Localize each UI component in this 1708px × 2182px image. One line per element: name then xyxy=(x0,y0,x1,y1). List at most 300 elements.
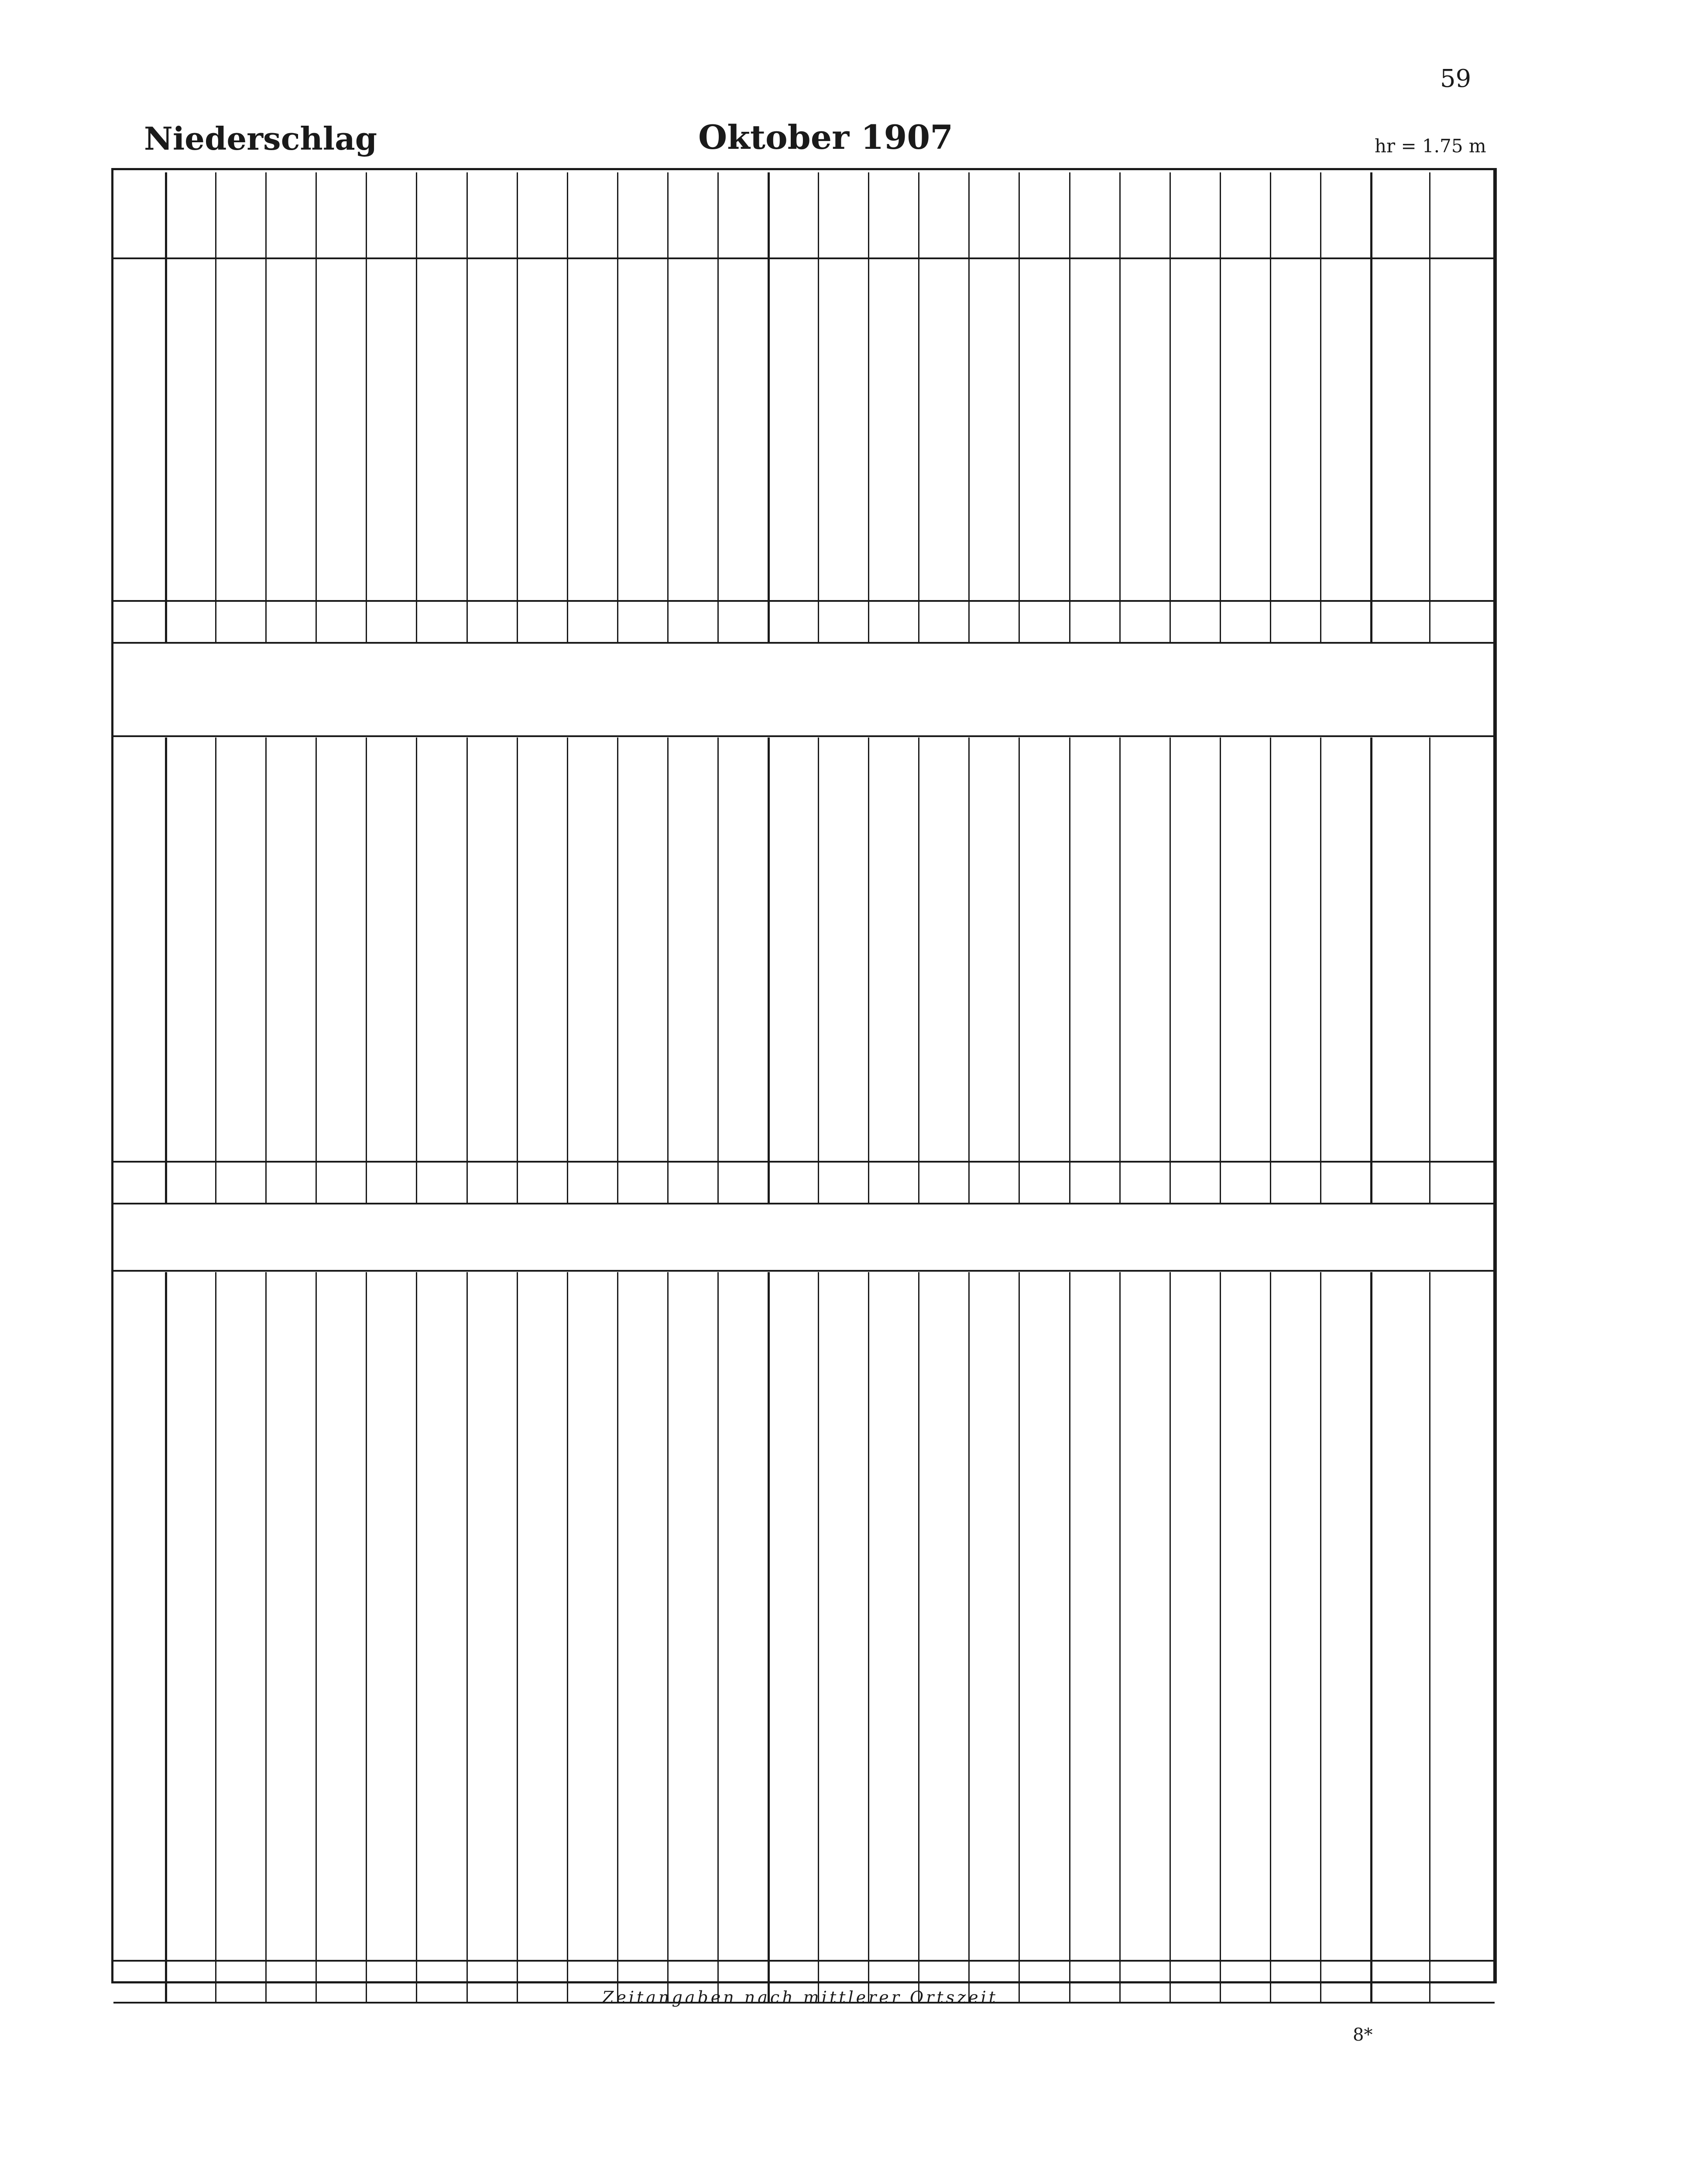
value-cell xyxy=(365,890,417,911)
hour-column-rule xyxy=(466,738,468,1203)
daily-sum-cell xyxy=(1370,352,1429,373)
value-cell xyxy=(1118,988,1170,1009)
value-cell xyxy=(967,1833,1020,1854)
value-cell xyxy=(1168,746,1221,767)
value-cell xyxy=(867,988,919,1009)
date-cell xyxy=(113,527,165,548)
value-cell xyxy=(264,1492,317,1513)
value-cell xyxy=(164,890,216,911)
value-cell xyxy=(264,405,317,426)
value-cell xyxy=(616,935,668,956)
value-cell xyxy=(867,1689,919,1710)
value-cell xyxy=(1218,1492,1271,1513)
value-cell xyxy=(214,1568,267,1589)
value-cell xyxy=(917,1887,970,1908)
value-cell xyxy=(817,1909,869,1930)
value-cell xyxy=(1168,814,1221,835)
value-cell xyxy=(1018,1887,1070,1908)
value-cell xyxy=(264,504,317,525)
value-cell xyxy=(666,549,718,570)
value-cell xyxy=(164,1765,216,1786)
value-cell xyxy=(1118,1833,1170,1854)
value-cell xyxy=(1118,1712,1170,1733)
sum-value-cell xyxy=(214,1971,267,1992)
value-cell xyxy=(767,1689,819,1710)
duration-cell xyxy=(1429,285,1495,305)
sum-value-cell xyxy=(164,1971,216,1992)
sum-column-rule xyxy=(1370,1272,1372,2002)
daily-sum-cell xyxy=(1370,504,1429,525)
value-cell xyxy=(264,1402,317,1423)
value-cell xyxy=(415,572,467,593)
value-cell xyxy=(566,1469,618,1490)
daily-sum-cell xyxy=(1370,1492,1429,1513)
value-cell xyxy=(666,957,718,978)
value-cell xyxy=(264,1833,317,1854)
value-cell xyxy=(465,1909,518,1930)
sum-value-cell xyxy=(515,1172,568,1193)
date-cell xyxy=(113,1887,165,1908)
value-cell xyxy=(666,791,718,812)
value-cell xyxy=(365,1447,417,1468)
value-cell xyxy=(917,428,970,449)
value-cell xyxy=(415,307,467,328)
value-cell xyxy=(967,890,1020,911)
value-cell xyxy=(515,450,568,471)
value-cell xyxy=(1269,1326,1321,1347)
value-cell xyxy=(666,1613,718,1634)
value-cell xyxy=(967,405,1020,426)
value-cell xyxy=(817,1424,869,1445)
value-cell xyxy=(1218,1712,1271,1733)
value-cell xyxy=(1218,957,1271,978)
value-cell xyxy=(415,1056,467,1077)
value-cell xyxy=(365,1304,417,1324)
value-cell xyxy=(465,473,518,494)
value-cell xyxy=(1168,935,1221,956)
value-cell xyxy=(666,1281,718,1302)
value-cell xyxy=(867,1281,919,1302)
value-cell xyxy=(214,1765,267,1786)
value-cell xyxy=(1218,504,1271,525)
value-cell xyxy=(515,352,568,373)
value-cell xyxy=(666,1546,718,1567)
value-cell xyxy=(767,769,819,790)
value-cell xyxy=(1269,307,1321,328)
value-cell xyxy=(315,383,367,404)
header-tagessummen xyxy=(1392,166,1410,262)
value-cell xyxy=(967,1855,1020,1876)
value-cell xyxy=(566,307,618,328)
value-cell xyxy=(264,1568,317,1589)
value-cell xyxy=(917,1326,970,1347)
value-cell xyxy=(1068,1492,1120,1513)
value-cell xyxy=(1018,769,1070,790)
value-cell xyxy=(365,1788,417,1809)
value-cell xyxy=(1068,1132,1120,1153)
value-cell xyxy=(566,836,618,857)
value-cell xyxy=(867,1810,919,1831)
value-cell xyxy=(967,383,1020,404)
daily-sum-cell xyxy=(1370,1765,1429,1786)
value-cell xyxy=(967,527,1020,548)
value-cell xyxy=(967,504,1020,525)
value-cell xyxy=(264,1326,317,1347)
value-cell xyxy=(1168,1348,1221,1369)
daily-sum-cell xyxy=(1370,868,1429,889)
value-cell xyxy=(1118,572,1170,593)
value-cell xyxy=(817,1644,869,1665)
value-cell xyxy=(716,428,768,449)
value-cell xyxy=(666,1056,718,1077)
value-cell xyxy=(415,262,467,283)
value-cell xyxy=(666,405,718,426)
value-cell xyxy=(1018,913,1070,933)
value-cell xyxy=(515,307,568,328)
value-cell xyxy=(1218,1667,1271,1688)
value-cell xyxy=(917,1667,970,1688)
value-cell xyxy=(1269,549,1321,570)
value-cell xyxy=(917,1304,970,1324)
value-cell xyxy=(1068,1078,1120,1099)
value-cell xyxy=(867,868,919,889)
sum-value-cell xyxy=(666,611,718,632)
value-cell xyxy=(164,913,216,933)
value-cell xyxy=(616,527,668,548)
value-cell xyxy=(465,1788,518,1809)
value-cell xyxy=(566,1546,618,1567)
value-cell xyxy=(1218,836,1271,857)
value-cell xyxy=(465,814,518,835)
date-cell xyxy=(113,1788,165,1809)
value-cell xyxy=(767,1833,819,1854)
value-cell xyxy=(1168,957,1221,978)
value-cell xyxy=(716,1765,768,1786)
value-cell xyxy=(767,383,819,404)
value-cell xyxy=(365,1326,417,1347)
value-cell xyxy=(264,428,317,449)
value-cell xyxy=(1218,1689,1271,1710)
duration-cell xyxy=(1429,1424,1495,1445)
value-cell xyxy=(1218,1078,1271,1099)
value-cell xyxy=(515,1788,568,1809)
value-cell xyxy=(1018,1371,1070,1392)
value-cell xyxy=(415,405,467,426)
value-cell xyxy=(817,769,869,790)
value-cell xyxy=(1018,988,1070,1009)
value-cell xyxy=(967,868,1020,889)
value-cell xyxy=(415,791,467,812)
date-cell xyxy=(113,262,165,283)
value-cell xyxy=(315,1523,367,1544)
value-cell xyxy=(967,1326,1020,1347)
value-cell xyxy=(164,1033,216,1054)
value-cell xyxy=(164,957,216,978)
hour-column-rule xyxy=(366,172,367,642)
value-cell xyxy=(666,1568,718,1589)
value-cell xyxy=(315,1909,367,1930)
value-cell xyxy=(1218,428,1271,449)
value-cell xyxy=(365,1734,417,1755)
date-cell xyxy=(113,1011,165,1032)
value-cell xyxy=(917,504,970,525)
value-cell xyxy=(716,1078,768,1099)
value-cell xyxy=(566,1644,618,1665)
value-cell xyxy=(1068,285,1120,305)
sum-rule xyxy=(113,1960,1495,1962)
value-cell xyxy=(967,1011,1020,1032)
value-cell xyxy=(214,329,267,350)
value-cell xyxy=(315,1667,367,1688)
hour-column-rule xyxy=(1069,738,1070,1203)
value-cell xyxy=(817,1546,869,1567)
value-cell xyxy=(465,1712,518,1733)
value-cell xyxy=(365,1424,417,1445)
value-cell xyxy=(315,549,367,570)
value-cell xyxy=(967,1689,1020,1710)
value-cell xyxy=(1269,1281,1321,1302)
value-cell xyxy=(566,1110,618,1131)
value-cell xyxy=(365,1402,417,1423)
sum-rule xyxy=(113,600,1495,602)
header-rule xyxy=(113,257,1495,259)
hour-column-rule xyxy=(567,738,568,1203)
value-cell xyxy=(1018,791,1070,812)
value-cell xyxy=(515,1855,568,1876)
daily-sum-cell xyxy=(1370,1447,1429,1468)
value-cell xyxy=(1118,428,1170,449)
value-cell xyxy=(767,1909,819,1930)
value-cell xyxy=(465,1110,518,1131)
sum-value-cell xyxy=(867,611,919,632)
value-cell xyxy=(264,1056,317,1077)
value-cell xyxy=(415,527,467,548)
value-cell xyxy=(867,1734,919,1755)
value-cell xyxy=(315,1855,367,1876)
value-cell xyxy=(867,1447,919,1468)
value-cell xyxy=(1068,405,1120,426)
value-cell xyxy=(716,1304,768,1324)
value-cell xyxy=(1018,572,1070,593)
value-cell xyxy=(767,746,819,767)
value-cell xyxy=(1269,1855,1321,1876)
duration-cell xyxy=(1429,1011,1495,1032)
value-cell xyxy=(1269,504,1321,525)
value-cell xyxy=(515,1033,568,1054)
value-cell xyxy=(1118,1304,1170,1324)
value-cell xyxy=(515,1523,568,1544)
value-cell xyxy=(1068,1326,1120,1347)
value-cell xyxy=(465,1424,518,1445)
value-cell xyxy=(1168,428,1221,449)
value-cell xyxy=(1118,935,1170,956)
value-cell xyxy=(1319,1568,1371,1589)
value-cell xyxy=(616,1689,668,1710)
value-cell xyxy=(1018,1033,1070,1054)
value-cell xyxy=(264,1348,317,1369)
value-cell xyxy=(164,791,216,812)
value-cell xyxy=(767,1304,819,1324)
daily-sum-cell xyxy=(1370,769,1429,790)
duration-cell xyxy=(1429,1078,1495,1099)
value-cell xyxy=(1168,1056,1221,1077)
value-cell xyxy=(415,1371,467,1392)
value-cell xyxy=(1269,1810,1321,1831)
value-cell xyxy=(566,572,618,593)
value-cell xyxy=(515,1011,568,1032)
value-cell xyxy=(1068,836,1120,857)
value-cell xyxy=(465,1011,518,1032)
value-cell xyxy=(264,1523,317,1544)
value-cell xyxy=(1168,1932,1221,1952)
value-cell xyxy=(1218,1326,1271,1347)
value-cell xyxy=(1068,935,1120,956)
header-hour-4p xyxy=(917,199,970,220)
value-cell xyxy=(616,473,668,494)
value-cell xyxy=(1068,1371,1120,1392)
value-cell xyxy=(164,935,216,956)
value-cell xyxy=(616,1469,668,1490)
value-cell xyxy=(214,1546,267,1567)
value-cell xyxy=(515,1765,568,1786)
value-cell xyxy=(1168,1712,1221,1733)
value-cell xyxy=(817,1568,869,1589)
value-cell xyxy=(264,769,317,790)
value-cell xyxy=(666,1788,718,1809)
value-cell xyxy=(465,352,518,373)
value-cell xyxy=(315,1644,367,1665)
value-cell xyxy=(967,836,1020,857)
value-cell xyxy=(365,913,417,933)
duration-cell xyxy=(1429,383,1495,404)
value-cell xyxy=(566,1033,618,1054)
value-cell xyxy=(666,1712,718,1733)
value-cell xyxy=(867,1110,919,1131)
value-cell xyxy=(867,527,919,548)
value-cell xyxy=(515,1734,568,1755)
hour-column-rule xyxy=(316,172,317,642)
value-cell xyxy=(264,791,317,812)
value-cell xyxy=(616,988,668,1009)
value-cell xyxy=(1168,473,1221,494)
value-cell xyxy=(1068,473,1120,494)
sum-label xyxy=(113,1163,165,1198)
month-title-2 xyxy=(567,1222,1135,1261)
value-cell xyxy=(917,988,970,1009)
value-cell xyxy=(465,1568,518,1589)
hour-column-rule xyxy=(1170,172,1171,642)
hour-column-rule xyxy=(1069,1272,1070,2002)
value-cell xyxy=(1068,1909,1120,1930)
sum-value-cell xyxy=(465,1971,518,1992)
value-cell xyxy=(164,527,216,548)
hour-column-rule xyxy=(1019,738,1020,1203)
value-cell xyxy=(616,1788,668,1809)
duration-cell xyxy=(1429,549,1495,570)
value-cell xyxy=(867,262,919,283)
value-cell xyxy=(1218,1056,1271,1077)
sum-duration-cell xyxy=(1429,611,1495,632)
date-cell xyxy=(113,791,165,812)
value-cell xyxy=(767,791,819,812)
value-cell xyxy=(415,1734,467,1755)
duration-cell xyxy=(1429,405,1495,426)
value-cell xyxy=(164,1689,216,1710)
value-cell xyxy=(867,450,919,471)
value-cell xyxy=(315,572,367,593)
value-cell xyxy=(214,988,267,1009)
value-cell xyxy=(264,1909,317,1930)
value-cell xyxy=(164,1712,216,1733)
value-cell xyxy=(867,1371,919,1392)
value-cell xyxy=(1118,1765,1170,1786)
daily-sum-cell xyxy=(1370,1644,1429,1665)
hour-column-rule xyxy=(567,1272,568,2002)
value-cell xyxy=(767,1644,819,1665)
daily-sum-cell xyxy=(1370,1909,1429,1930)
value-cell xyxy=(666,1855,718,1876)
value-cell xyxy=(214,1348,267,1369)
value-cell xyxy=(1168,1402,1221,1423)
value-cell xyxy=(716,383,768,404)
value-cell xyxy=(164,1887,216,1908)
value-cell xyxy=(1118,1492,1170,1513)
value-cell xyxy=(1118,1887,1170,1908)
value-cell xyxy=(1018,428,1070,449)
value-cell xyxy=(1068,1304,1120,1324)
value-cell xyxy=(1068,1644,1120,1665)
value-cell xyxy=(465,1833,518,1854)
value-cell xyxy=(817,957,869,978)
value-cell xyxy=(967,549,1020,570)
value-cell xyxy=(1068,1765,1120,1786)
value-cell xyxy=(315,1447,367,1468)
value-cell xyxy=(1218,1371,1271,1392)
header-hour-6a xyxy=(415,199,467,220)
hour-column-rule xyxy=(416,172,417,642)
sum-value-cell xyxy=(616,611,668,632)
value-cell xyxy=(415,1033,467,1054)
value-cell xyxy=(264,746,317,767)
value-cell xyxy=(566,504,618,525)
duration-cell xyxy=(1429,1887,1495,1908)
value-cell xyxy=(716,791,768,812)
value-cell xyxy=(917,1765,970,1786)
value-cell xyxy=(264,1765,317,1786)
hour-column-rule xyxy=(215,738,216,1203)
value-cell xyxy=(214,1078,267,1099)
value-cell xyxy=(515,890,568,911)
value-cell xyxy=(716,450,768,471)
value-cell xyxy=(365,1371,417,1392)
duration-cell xyxy=(1429,572,1495,593)
duration-cell xyxy=(1429,1523,1495,1544)
daily-sum-cell xyxy=(1370,1371,1429,1392)
value-cell xyxy=(566,988,618,1009)
value-cell xyxy=(164,1447,216,1468)
value-cell xyxy=(716,1492,768,1513)
value-cell xyxy=(1118,746,1170,767)
value-cell xyxy=(315,1033,367,1054)
value-cell xyxy=(214,1402,267,1423)
value-cell xyxy=(566,1132,618,1153)
value-cell xyxy=(716,1371,768,1392)
hour-column-rule xyxy=(717,172,719,642)
value-cell xyxy=(616,1078,668,1099)
value-cell xyxy=(967,1132,1020,1153)
sum-value-cell xyxy=(1269,1172,1321,1193)
value-cell xyxy=(917,769,970,790)
